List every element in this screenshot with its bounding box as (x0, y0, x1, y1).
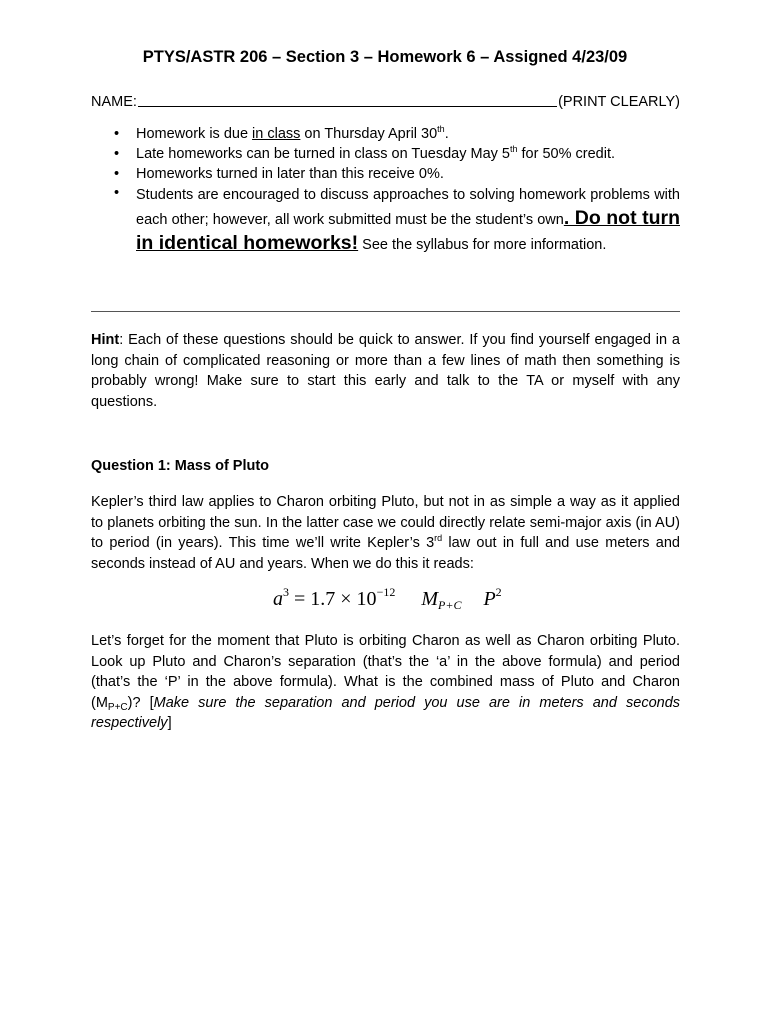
rule-item-collaboration: • Students are encouraged to discuss approaches to solving homework problems with each other; however, all work submitted must be the student’s own. Do not turn in identical homeworks! See the syllabus for more information. (91, 184, 680, 257)
homework-rules-list (91, 124, 680, 257)
hint-label: Hint (91, 332, 120, 348)
rule-item-due: • Homework is due in class on Thursday April 30th. (114, 124, 449, 142)
name-blank-line[interactable] (138, 92, 557, 107)
bullet-icon: • (114, 166, 120, 182)
identical-homework-warning: . Do not turn in identical homeworks! (136, 207, 680, 254)
question-1-intro: Kepler’s third law applies to Charon orbiting Pluto, but not in as simple a way as it applied to planets orbiting the sun. In the latter case we could directly relate semi-major axis (in AU) to period (in years). This time we’ll write Kepler’s 3rd law out in full and use meters and seconds instead of AU and years. When we do this it reads: (91, 494, 680, 572)
bullet-icon: • (114, 185, 120, 201)
horizontal-divider (91, 311, 680, 312)
bullet-icon: • (114, 146, 120, 162)
name-label: NAME: (91, 94, 137, 110)
page-title: PTYS/ASTR 206 – Section 3 – Homework 6 – Assigned 4/23/09 (142, 48, 628, 66)
question-1-heading: Question 1: Mass of Pluto (91, 458, 270, 474)
in-class-underline: in class (252, 126, 301, 142)
question-1-task: Let’s forget for the moment that Pluto is orbiting Charon as well as Charon orbiting Pluto. Look up Pluto and Charon’s separation (that’s the ‘a’ in the above formula) and period (that’s the ‘P’ in the above formula). What is the combined mass of Pluto and Charon $(M_{P+C})$? [Make sure the separation and period you use are in meters and seconds respectively] (91, 633, 681, 731)
name-suffix: (PRINT CLEARLY) (558, 94, 680, 110)
kepler-formula: $a^3 = 1.7 \times 10^{-12}$ $M_{P+C}$ $P^2$ (273, 585, 502, 612)
bullet-icon: • (114, 126, 120, 142)
rule-item-late: • Late homeworks can be turned in class on Tuesday May 5th for 50% credit. (114, 144, 616, 162)
name-field (91, 92, 680, 110)
rule-item-zero: • Homeworks turned in later than this receive 0%. (114, 166, 444, 182)
hint-paragraph: Hint: Each of these questions should be quick to answer. If you find yourself engaged in a long chain of complicated reasoning or more than a few lines of math then something is probably wrong! Make sure to start this early and talk to the TA or myself with any questions. (91, 332, 680, 410)
